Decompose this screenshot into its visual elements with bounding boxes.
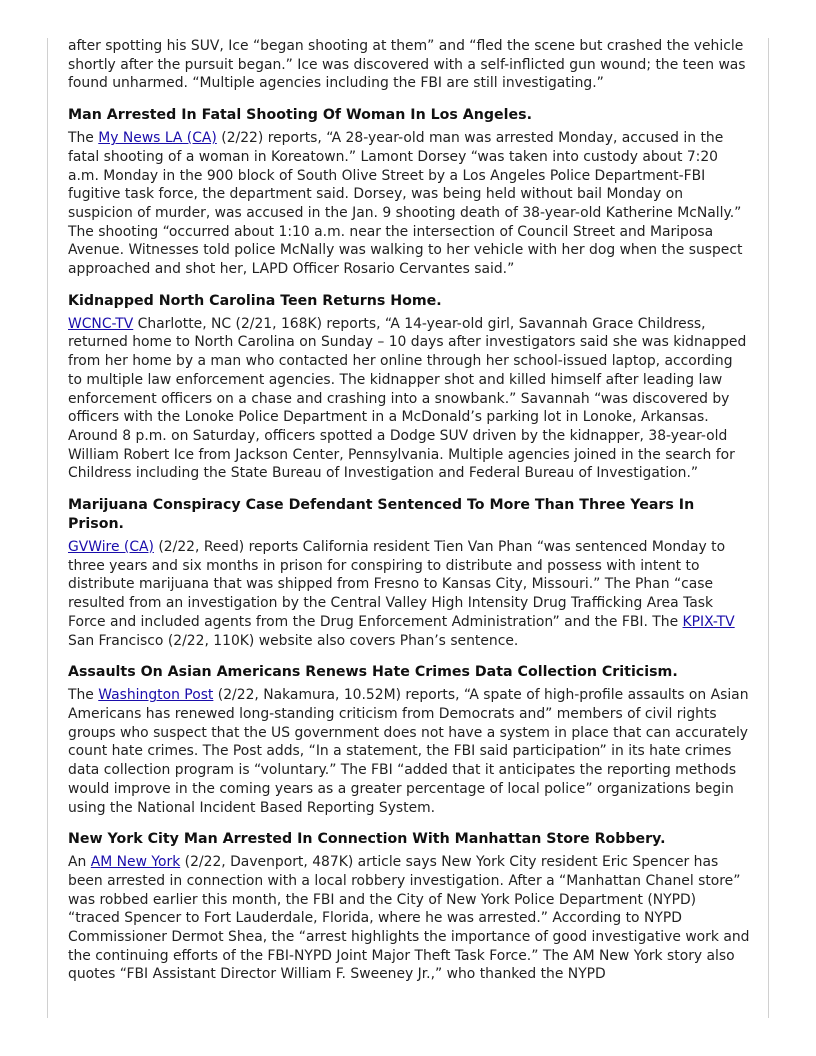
source-link-kpix-tv[interactable]: KPIX-TV	[682, 613, 735, 630]
source-link-washington-post[interactable]: Washington Post	[98, 687, 214, 704]
source-link-gvwire[interactable]: GVWire (CA)	[68, 539, 154, 556]
document-body	[68, 37, 750, 984]
left-border	[47, 38, 48, 1018]
lead-text: An	[68, 854, 91, 871]
lead-text: The	[68, 130, 99, 147]
source-link-am-new-york[interactable]: AM New York	[90, 854, 181, 871]
article-hate-crimes	[68, 686, 750, 817]
headline-nc-teen: Kidnapped North Carolina Teen Returns Home.	[68, 292, 442, 309]
headline-hate-crimes: Assaults On Asian Americans Renews Hate Crimes Data Collection Criticism.	[68, 664, 678, 681]
paragraph-text: (2/22, Nakamura, 10.52M) reports, “A spate of high-profile assaults on Asian Americans has renewed long-standing criticism from Democrats and” members of civil rights groups who suspect that the US government does not have a system in place that can accurately count hate crimes. The Post adds, “In a statement, the FBI said participation” in its hate crimes data collection program is “voluntary.” The FBI “added that it anticipates the reporting methods would improve in the coming years as a greater percentage of local police” organizations begin using the National Incident Based Reporting System.	[68, 687, 749, 816]
article-nc-teen	[68, 315, 750, 483]
article-la-shooting	[68, 129, 750, 279]
paragraph-text: San Francisco (2/22, 110K) website also covers Phan’s sentence.	[68, 632, 519, 649]
source-link-wcnc-tv[interactable]: WCNC-TV	[68, 315, 134, 332]
headline-nyc-robbery: New York City Man Arrested In Connection With Manhattan Store Robbery.	[68, 831, 666, 848]
headline-marijuana-case: Marijuana Conspiracy Case Defendant Sentenced To More Than Three Years In Prison.	[68, 497, 695, 533]
paragraph-text: (2/22, Reed) reports California resident Tien Van Phan “was sentenced Monday to three years and six months in prison for conspiring to distribute and possess with intent to distribute marijuana that was shipped from Fresno to Kansas City, Missouri.” The Phan “case resulted from an investigation by the Central Valley High Intensity Drug Trafficking Area Task Force and included agents from the Drug Enforcement Administration” and the FBI. The	[68, 539, 726, 630]
article-marijuana-case	[68, 538, 750, 650]
paragraph-text: after spotting his SUV, Ice “began shooting at them” and “fled the scene but crashed the vehicle shortly after the pursuit began.” Ice was discovered with a self-inflicted gun wound; the teen was found unharmed. “Multiple agencies including the FBI are still investigating.”	[68, 38, 746, 92]
paragraph-text: Charlotte, NC (2/21, 168K) reports, “A 14-year-old girl, Savannah Grace Childress, returned home to North Carolina on Sunday – 10 days after investigators said she was kidnapped from her home by a man who contacted her online through her school-issued laptop, according to multiple law enforcement agencies. The kidnapper shot and killed himself after leading law enforcement officers on a chase and crashing into a snowbank.” Savannah “was discovered by officers with the Lonoke Police Department in a McDonald’s parking lot in Lonoke, Arkansas. Around 8 p.m. on Saturday, officers spotted a Dodge SUV driven by the kidnapper, 38-year-old William Robert Ice from Jackson Center, Pennsylvania. Multiple agencies joined in the search for Childress including the State Bureau of Investigation and Federal Bureau of Investigation.”	[68, 315, 747, 482]
article-continuation	[68, 37, 750, 93]
headline-la-shooting: Man Arrested In Fatal Shooting Of Woman In Los Angeles.	[68, 107, 532, 124]
lead-text: The	[68, 687, 99, 704]
right-border	[768, 38, 769, 1018]
source-link-my-news-la[interactable]: My News LA (CA)	[98, 130, 217, 147]
article-nyc-robbery	[68, 853, 750, 984]
paragraph-text: (2/22, Davenport, 487K) article says New York City resident Eric Spencer has been arrested in connection with a local robbery investigation. After a “Manhattan Chanel store” was robbed earlier this month, the FBI and the City of New York Police Department (NYPD) “traced Spencer to Fort Lauderdale, Florida, where he was arrested.” According to NYPD Commissioner Dermot Shea, the “arrest highlights the importance of good investigative work and the continuing efforts of the FBI-NYPD Joint Major Theft Task Force.” The AM New York story also quotes “FBI Assistant Director William F. Sweeney Jr.,” who thanked the NYPD	[68, 854, 750, 983]
paragraph-text: (2/22) reports, “A 28-year-old man was arrested Monday, accused in the fatal shooting of a woman in Koreatown.” Lamont Dorsey “was taken into custody about 7:20 a.m. Monday in the 900 block of South Olive Street by a Los Angeles Police Department-FBI fugitive task force, the department said. Dorsey, was being held without bail Monday on suspicion of murder, was accused in the Jan. 9 shooting death of 38-year-old Katherine McNally.” The shooting “occurred about 1:10 a.m. near the intersection of Council Street and Mariposa Avenue. Witnesses told police McNally was walking to her vehicle with her dog when the suspect approached and shot her, LAPD Officer Rosario Cervantes said.”	[68, 130, 743, 278]
